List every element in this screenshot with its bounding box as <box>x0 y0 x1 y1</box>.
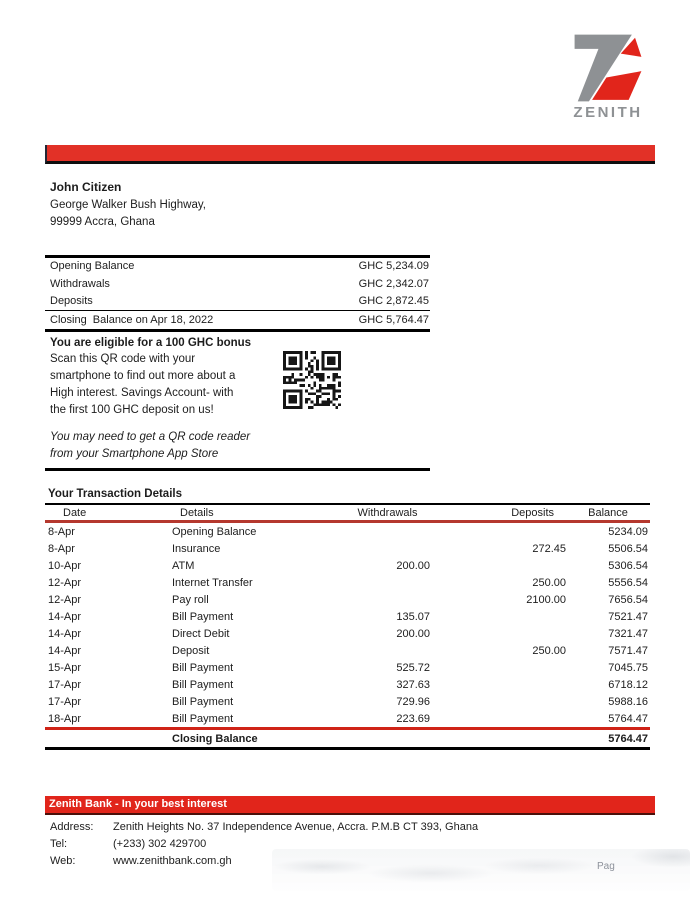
promo-body-line: smartphone to find out more about a <box>50 370 236 383</box>
cell-deposits: 250.00 <box>532 644 566 657</box>
cell-details: Deposit <box>172 644 210 657</box>
contact-label: Address: <box>50 821 94 834</box>
cell-balance: 7656.54 <box>608 593 648 606</box>
summary-row <box>45 256 430 275</box>
cell-withdrawals <box>345 729 430 749</box>
masthead <box>0 0 690 123</box>
cell-date: 18-Apr <box>48 712 82 725</box>
cell-date: 17-Apr <box>48 678 82 691</box>
cell-details: Pay roll <box>172 593 209 606</box>
header-red-bar <box>45 145 655 164</box>
summary-label: Deposits <box>50 295 93 308</box>
transactions-header-row <box>45 504 650 522</box>
cell-balance: 6718.12 <box>608 678 648 691</box>
page-label-fragment: Pag <box>597 861 615 872</box>
transactions-table <box>45 503 650 750</box>
column-header-deposits: Deposits <box>430 504 566 522</box>
cell-balance: 7571.47 <box>608 644 648 657</box>
cell-withdrawals: 200.00 <box>396 627 430 640</box>
transaction-row <box>45 608 650 625</box>
cell-balance: 7321.47 <box>608 627 648 640</box>
transactions-header <box>45 504 650 522</box>
promo-body <box>50 351 430 418</box>
contact-label: Tel: <box>50 838 68 851</box>
summary-closing-label: Closing Balance on Apr 18, 2022 <box>45 311 315 331</box>
cell-deposits: 2100.00 <box>526 593 566 606</box>
contact-value: (+233) 302 429700 <box>113 838 207 851</box>
cell-deposits <box>430 729 566 749</box>
customer-info <box>50 179 645 232</box>
transaction-row <box>45 540 650 557</box>
cell-date: 8-Apr <box>48 542 75 555</box>
customer-name: John Citizen <box>50 180 122 194</box>
cell-balance: 5988.16 <box>608 695 648 708</box>
closing-balance-label: Closing Balance <box>155 729 345 749</box>
cell-details: Bill Payment <box>172 610 234 623</box>
qr-code <box>283 351 341 409</box>
cell-details: Direct Debit <box>172 627 230 640</box>
promo-body-line: High interest. Savings Account- with <box>50 386 234 399</box>
footer-tagline-bar: Zenith Bank - In your best interest <box>45 796 655 815</box>
balance-summary <box>45 255 430 332</box>
cell-withdrawals: 525.72 <box>396 661 430 674</box>
summary-label: Withdrawals <box>50 277 110 290</box>
cell-date <box>45 729 155 749</box>
transaction-row <box>45 659 650 676</box>
cell-details: Insurance <box>172 542 221 555</box>
cell-balance: 5234.09 <box>608 525 648 538</box>
cell-withdrawals <box>345 591 430 608</box>
promo-body-line: Scan this QR code with your <box>50 353 196 366</box>
summary-closing-row <box>45 311 430 331</box>
cell-date: 12-Apr <box>48 593 82 606</box>
cell-date: 8-Apr <box>48 525 75 538</box>
cell-balance: 5764.47 <box>608 712 648 725</box>
cell-withdrawals: 729.96 <box>396 695 430 708</box>
transactions-body <box>45 522 650 729</box>
customer-address-line2: 99999 Accra, Ghana <box>50 216 155 228</box>
cell-withdrawals <box>345 574 430 591</box>
cell-withdrawals: 135.07 <box>396 610 430 623</box>
cell-withdrawals: 200.00 <box>396 559 430 572</box>
cell-deposits <box>430 659 566 676</box>
closing-balance-row <box>45 729 650 749</box>
cell-balance: 5306.54 <box>608 559 648 572</box>
contact-label: Web: <box>50 855 76 868</box>
cell-balance: 7521.47 <box>608 610 648 623</box>
contact-row <box>45 819 655 836</box>
cell-date: 10-Apr <box>48 559 82 572</box>
cell-deposits <box>430 693 566 710</box>
promo-note-line: from your Smartphone App Store <box>50 448 219 461</box>
cell-details: Bill Payment <box>172 661 234 674</box>
summary-value: GHC 2,342.07 <box>358 277 429 290</box>
cell-balance: 5506.54 <box>608 542 648 555</box>
transaction-row <box>45 710 650 729</box>
cell-date: 17-Apr <box>48 695 82 708</box>
column-header-date: Date <box>45 504 155 522</box>
cell-date: 14-Apr <box>48 627 82 640</box>
transaction-row <box>45 522 650 541</box>
customer-address-line1: George Walker Bush Highway, <box>50 198 206 211</box>
promo-section <box>45 332 430 472</box>
cell-balance: 7045.75 <box>608 661 648 674</box>
bottom-watermark-band <box>272 849 690 891</box>
cell-withdrawals <box>345 522 430 541</box>
cell-details: ATM <box>172 559 195 572</box>
summary-value: GHC 5,234.09 <box>358 260 429 273</box>
cell-date: 12-Apr <box>48 576 82 589</box>
promo-body-line: the first 100 GHC deposit on us! <box>50 403 214 416</box>
cell-deposits: 250.00 <box>532 576 566 589</box>
promo-note <box>50 429 430 463</box>
transaction-row <box>45 557 650 574</box>
balance-summary-table <box>45 255 430 332</box>
cell-deposits <box>430 608 566 625</box>
cell-deposits <box>430 625 566 642</box>
cell-details: Opening Balance <box>172 525 257 538</box>
balance-summary-body <box>45 256 430 330</box>
transaction-row <box>45 625 650 642</box>
cell-deposits <box>430 710 566 729</box>
transactions-section <box>45 488 650 750</box>
zenith-z-icon <box>568 33 648 103</box>
summary-label: Opening Balance <box>50 260 135 273</box>
transaction-row <box>45 574 650 591</box>
cell-date: 15-Apr <box>48 661 82 674</box>
cell-details: Internet Transfer <box>172 576 253 589</box>
transaction-row <box>45 693 650 710</box>
cell-date: 14-Apr <box>48 610 82 623</box>
column-header-details: Details <box>155 504 345 522</box>
zenith-wordmark: ZENITH <box>573 104 643 121</box>
summary-row <box>45 275 430 293</box>
cell-withdrawals <box>345 540 430 557</box>
contact-value: www.zenithbank.com.gh <box>113 855 232 868</box>
cell-withdrawals <box>345 642 430 659</box>
summary-row <box>45 293 430 311</box>
transaction-row <box>45 591 650 608</box>
summary-value: GHC 2,872.45 <box>358 295 429 308</box>
cell-details: Bill Payment <box>172 678 234 691</box>
summary-closing-value: GHC 5,764.47 <box>315 311 430 331</box>
cell-date: 14-Apr <box>48 644 82 657</box>
cell-deposits <box>430 676 566 693</box>
closing-balance-value: 5764.47 <box>566 729 650 749</box>
cell-details: Bill Payment <box>172 712 234 725</box>
transaction-row <box>45 642 650 659</box>
cell-deposits: 272.45 <box>532 542 566 555</box>
transaction-row <box>45 676 650 693</box>
zenith-logo <box>566 33 650 121</box>
cell-balance: 5556.54 <box>608 576 648 589</box>
cell-deposits <box>430 522 566 541</box>
contact-value: Zenith Heights No. 37 Independence Avenue, Accra. P.M.B CT 393, Ghana <box>113 821 479 834</box>
column-header-balance: Balance <box>566 504 650 522</box>
cell-withdrawals: 327.63 <box>396 678 430 691</box>
cell-deposits <box>430 557 566 574</box>
column-header-withdrawals: Withdrawals <box>345 504 430 522</box>
cell-details: Bill Payment <box>172 695 234 708</box>
promo-note-line: You may need to get a QR code reader <box>50 431 251 444</box>
transactions-title: Your Transaction Details <box>48 488 182 501</box>
cell-withdrawals: 223.69 <box>396 712 430 725</box>
promo-headline: You are eligible for a 100 GHC bonus <box>50 336 252 349</box>
